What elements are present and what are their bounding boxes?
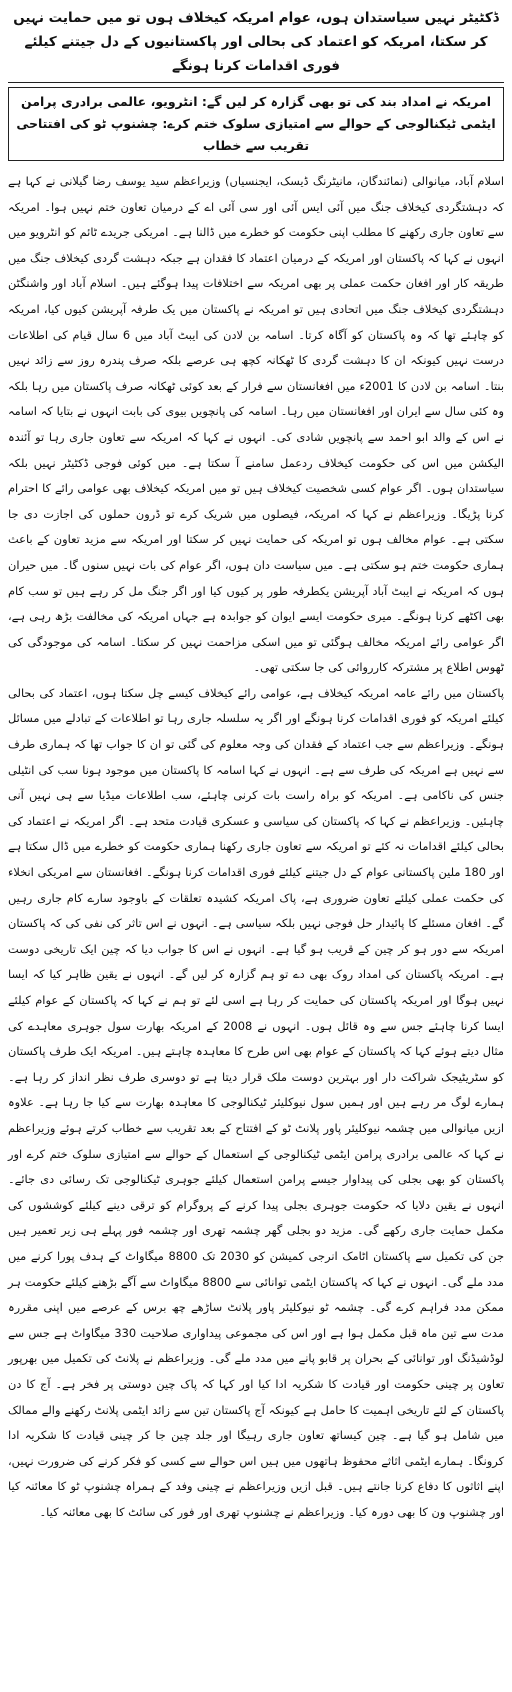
- paragraph: پاکستان میں رائے عامہ امریکہ کیخلاف ہے، عوامی رائے کیخلاف کیسے چل سکتا ہوں، اعتماد کی بحالی کیلئے امریکہ کو فوری اقدامات کرنا ہونگے اور اگر یہ سلسلہ جاری رہا تو اطلاعات کے تبادلے میں مسائل ہونگے۔ وزیراعظم سے جب اعتماد کے فقدان کی وجہ معلوم کی گئی تو ان کا جواب تھا کہ ہماری طرف سے نہیں ہے امریکہ کی طرف سے ہے۔ انہوں نے کہا اسامہ کا پاکستان میں موجود ہونا سب کی انٹیلی جنس کی ناکامی ہے۔ امریکہ کو براہ راست بات کرنی چاہئے، سب اطلاعات میڈیا سے ہی نہیں آنی چاہئیں۔ وزیراعظم نے کہا کہ پاکستان کی سیاسی و عسکری قیادت متحد ہے۔ اگر امریکہ نے اعتماد کی بحالی کیلئے اقدامات نہ کئے تو امریکہ سے تعاون جاری رکھنا ہماری حکومت کو خطرے میں ڈال سکتا ہے اور 180 ملین پاکستانی عوام کے دل جیتنے کیلئے فوری اقدامات کرنا ہونگے۔ افغانستان سے امریکی انخلاء کی حکمت عملی کیلئے تعاون ضروری ہے، پاک امریکہ کشیدہ تعلقات کے باوجود سارے کام جاری رہیں گے۔ افغان مسئلے کا پائیدار حل فوجی نہیں بلکہ سیاسی ہے۔ انہوں نے اس تاثر کی نفی کی کہ پاکستان امریکہ سے دور ہو کر چین کے قریب ہو گیا ہے۔ انہوں نے اس کا جواب دیا کہ چین ایک تاریخی دوست ہے۔ امریکہ پاکستان کی امداد روک بھی دے تو ہم گزارہ کر لیں گے۔ انہوں نے یقین ظاہر کیا کہ ایسا نہیں ہوگا اور امریکہ پاکستان کی حمایت کر رہا ہے اسی لئے تو ہم نے کہا کہ پاکستان کے عوام کیلئے ایسا کرنا چاہئے جس سے وہ قائل ہوں۔ انہوں نے 2008 کے امریکہ بھارت سول جوہری معاہدے کی مثال دیتے ہوئے کہا کہ پاکستان کے عوام بھی اس طرح کا معاہدہ چاہتے ہیں۔ امریکہ ایک طرف پاکستان کو سٹریٹیجک شراکت دار اور بہترین دوست ملک قرار دیتا ہے تو دوسری طرف نظر انداز کر رہا ہے۔ ہمارے لوگ مر رہے ہیں اور ہمیں سول نیوکلیئر ٹیکنالوجی کا معاہدہ بھارت سے کیا جا رہا ہے۔ علاوہ ازیں میانوالی میں چشمہ نیوکلیئر پاور پلانٹ ٹو کے افتتاح کے بعد تقریب سے خطاب کرتے ہوئے وزیراعظم نے کہا کہ عالمی برادری پرامن ایٹمی ٹیکنالوجی کے استعمال کے حوالے سے امتیازی سلوک ختم کرے اور پاکستان کو بھی بجلی کی پیداوار جیسے پرامن استعمال کیلئے جوہری ٹیکنالوجی تک رسائی دی جائے۔ انہوں نے یقین دلایا کہ حکومت جوہری بجلی پیدا کرنے کے پروگرام کو ترقی دینے کیلئے کوششوں کی مکمل حمایت جاری رکھے گی۔ مزید دو بجلی گھر چشمہ تھری اور چشمہ فور پہلے ہی زیر تعمیر ہیں جن کی تکمیل سے پاکستان اٹامک انرجی کمیشن کو 2030 تک 8800 میگاواٹ کے ہدف پورا کرنے میں مدد ملے گی۔ انہوں نے کہا کہ پاکستان ایٹمی توانائی سے 8800 میگاواٹ سے آگے بڑھنے کیلئے حکومت ہر ممکن مدد فراہم کرے گی۔ چشمہ ٹو نیوکلیئر پاور پلانٹ ساڑھے چھ برس کے عرصے میں اپنی مقررہ مدت سے تین ماہ قبل مکمل ہوا ہے اور اس کی مجموعی پیداواری صلاحیت 330 میگاواٹ ہے جس سے لوڈشیڈنگ اور توانائی کے بحران پر قابو پانے میں مدد ملے گی۔ وزیراعظم نے پلانٹ کی تکمیل میں بھرپور تعاون پر چینی حکومت اور قیادت کا شکریہ ادا کیا اور کہا کہ پاک چین دوستی پر فخر ہے۔ آج کا دن پاکستان کے لئے تاریخی اہمیت کا حامل ہے کیونکہ آج پاکستان تین سے زائد ایٹمی پلانٹ رکھنے والے ممالک میں شامل ہو گیا ہے۔ چین کیساتھ تعاون جاری رہیگا اور جلد چین جا کر چینی قیادت کا شکریہ ادا کرونگا۔ ہمارے ایٹمی اثاثے محفوظ ہاتھوں میں ہیں اس حوالے سے کسی کو فکر کرنے کی ضرورت نہیں، اپنے اثاثوں کا دفاع کرنا جانتے ہیں۔ قبل ازیں وزیراعظم نے چینی وفد کے ہمراہ چشنوپ ٹو کا معائنہ کیا اور چشنوپ ون کا بھی دورہ کیا۔ وزیراعظم نے چشنوپ تھری اور فور کی سائٹ کا بھی معائنہ کیا۔: [8, 685, 505, 1519]
- headline: ڈکٹیٹر نہیں سیاستدان ہوں، عوام امریکہ کیخلاف ہوں تو میں حمایت نہیں کر سکتا، امریکہ کو اعتماد کی بحالی اور پاکستانیوں کے دل جیتنے کیلئے فوری اقدامات کرنا ہونگے: [13, 10, 499, 74]
- headline-divider: [8, 82, 504, 83]
- paragraph: اسلام آباد، میانوالی (نمائندگان، مانیٹرنگ ڈیسک، ایجنسیاں) وزیراعظم سید یوسف رضا گیلانی نے کہا ہے کہ دہشتگردی کیخلاف جنگ میں آئی ایس آئی اور سی آئی اے کے درمیان تعاون ختم نہیں ہوا۔ امریکہ سے تعاون جاری رکھنے کا مطلب اپنی حکومت کو خطرے میں ڈالنا ہے۔ امریکی جریدے ٹائم کو انٹرویو میں انہوں نے کہا کہ پاکستان اور امریکہ کے درمیان اعتماد کا فقدان ہے جبکہ دہشت گردی کیخلاف جنگ میں طریقہ کار اور افغان حکمت عملی پر بھی امریکہ سے اختلافات پیدا ہوگئے ہیں۔ اسلام آباد اور واشنگٹن دہشتگردی کیخلاف جنگ میں اتحادی ہیں تو امریکہ نے پاکستان میں یک طرفہ آپریشن کیوں کیا، امریکہ کو چاہئے تھا کہ وہ پاکستان کو آگاہ کرتا۔ اسامہ بن لادن کی ایبٹ آباد میں 6 سال قیام کی اطلاعات درست نہیں کیونکہ ان کا دہشت گردی کا ٹھکانہ کچھ ہی عرصے بلکہ صرف پندرہ روز سے زائد نہیں بنتا۔ اسامہ بن لادن کا 2001ء میں افغانستان سے فرار کے بعد کوئی ٹھکانہ صرف پاکستان میں رہا بلکہ وہ کئی سال سے ایران اور افغانستان میں رہا۔ اسامہ کی پانچویں بیوی کی بابت انہوں نے بتایا کہ اسامہ نے اس کے والد ابو احمد سے پانچویں شادی کی۔ انہوں نے کہا کہ امریکہ سے تعاون جاری رہا تو آئندہ الیکشن میں اس کی حکومت کیخلاف ردعمل سامنے آ سکتا ہے۔ میں کوئی فوجی ڈکٹیٹر نہیں بلکہ سیاستدان ہوں۔ اگر عوام کسی شخصیت کیخلاف ہیں تو میں امریکہ کیخلاف بھی عوامی رائے کا احترام کرنا پڑیگا۔ وزیراعظم نے کہا کہ امریکہ، فیصلوں میں شریک کرے تو ڈرون حملوں کی اجازت دی جا سکتی ہے۔ عوام مخالف ہوں تو امریکہ کی حمایت نہیں کر سکتا اور امریکہ سے مزید تعاون کے باعث ہماری حکومت ختم ہو سکتی ہے۔ میں سیاست دان ہوں، اگر عوام کی بات نہیں سنوں گا۔ میں حیران ہوں کہ امریکہ نے ایبٹ آباد آپریشن یکطرفہ طور پر کیوں کیا اور اگر جنگ مل کر رہے ہیں تو سب کام بھی اکٹھے کرنا ہونگے۔ میری حکومت ایسے ایوان کو جوابدہ ہے جہاں امریکہ کی مخالفت بڑھ رہی ہے، اگر عوامی رائے امریکہ مخالف ہوگئی تو میں اسکی مزاحمت نہیں کر سکتا۔ اسامہ کی موجودگی کی ٹھوس اطلاع پر مشترکہ کارروائی کی جا سکتی تھی۔: [8, 174, 504, 675]
- subheadline: امریکہ نے امداد بند کی تو بھی گزارہ کر لیں گے: انٹرویو، عالمی برادری پرامن ایٹمی ٹیکنالوجی کے حوالے سے امتیازی سلوک ختم کرے: چشنوپ ٹو کی افتتاحی تقریب سے خطاب: [8, 87, 504, 161]
- article-body: [8, 169, 504, 1525]
